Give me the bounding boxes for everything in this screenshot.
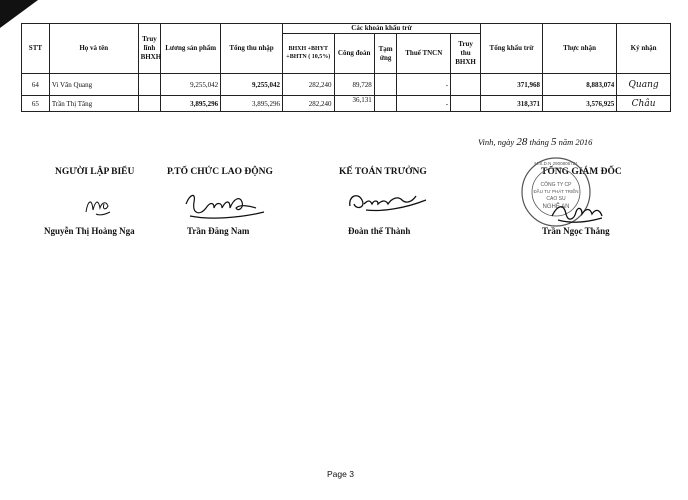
signer-tran-dang-nam: Trần Đăng Nam bbox=[187, 226, 250, 236]
header-name: Họ và tên bbox=[49, 24, 138, 74]
signature-tuan bbox=[180, 188, 270, 224]
role-ke-toan-truong: KẾ TOÁN TRƯỞNG bbox=[339, 167, 427, 177]
svg-text:M.S.D.N 2900806721: M.S.D.N 2900806721 bbox=[534, 161, 578, 166]
cell-ky-nhan: Quang bbox=[617, 74, 671, 96]
cell-stt: 64 bbox=[22, 74, 50, 96]
header-stt: STT bbox=[22, 24, 50, 74]
header-ky-nhan: Ký nhận bbox=[617, 24, 671, 74]
cell-stt: 65 bbox=[22, 96, 50, 112]
payroll-table bbox=[21, 23, 671, 112]
date-year: năm 2016 bbox=[558, 137, 593, 147]
cell-luong-san-pham: 9,255,042 bbox=[161, 74, 221, 96]
date-month-label: tháng bbox=[529, 137, 549, 147]
date-line bbox=[478, 136, 592, 148]
signature-duong bbox=[346, 186, 430, 216]
header-truy-linh: Truy lĩnh BHXH bbox=[138, 24, 161, 74]
cell-bhxh: 282,240 bbox=[282, 74, 334, 96]
cell-cong-doan: 89,728 bbox=[334, 74, 374, 96]
cell-ky-nhan: Châu bbox=[617, 96, 671, 112]
role-tong-giam-doc: TỔNG GIÁM ĐỐC bbox=[541, 167, 622, 177]
header-bhxh: BHXH +BHYT +BHTN ( 10,5%) bbox=[282, 34, 334, 74]
cell-tong-thu-nhap: 3,895,296 bbox=[221, 96, 283, 112]
header-truy-thu: Truy thu BHXH bbox=[451, 34, 481, 74]
page-number: Page 3 bbox=[327, 469, 354, 479]
cell-name: Trần Thị Tăng bbox=[49, 96, 138, 112]
header-thue: Thuế TNCN bbox=[397, 34, 451, 74]
signer-tran-ngoc-thang: Trần Ngọc Thắng bbox=[542, 226, 610, 236]
cell-tam-ung bbox=[374, 96, 397, 112]
signature-thang bbox=[548, 198, 606, 226]
header-deductions-group: Các khoản khấu trừ bbox=[282, 24, 480, 34]
cell-truy-thu bbox=[451, 96, 481, 112]
cell-tong-khau-tru: 371,968 bbox=[481, 74, 543, 96]
date-place: Vinh, ngày bbox=[478, 137, 515, 147]
header-luong-san-pham: Lương sản phẩm bbox=[161, 24, 221, 74]
cell-tong-khau-tru: 318,371 bbox=[481, 96, 543, 112]
table-row bbox=[22, 96, 671, 112]
cell-thue: - bbox=[397, 96, 451, 112]
cell-tong-thu-nhap: 9,255,042 bbox=[221, 74, 283, 96]
svg-text:ĐẦU TƯ PHÁT TRIỂN: ĐẦU TƯ PHÁT TRIỂN bbox=[533, 189, 579, 194]
svg-text:CÔNG TY CP: CÔNG TY CP bbox=[540, 182, 572, 188]
signer-nguyen-thi-hoang-nga: Nguyễn Thị Hoàng Nga bbox=[44, 226, 135, 236]
cell-truy-linh bbox=[138, 74, 161, 96]
svg-text:NGHỆ AN: NGHỆ AN bbox=[542, 204, 570, 210]
cell-cong-doan: 36,131 bbox=[334, 96, 374, 112]
header-tong-khau-tru: Tổng khấu trừ bbox=[481, 24, 543, 74]
cell-truy-thu bbox=[451, 74, 481, 96]
cell-truy-linh bbox=[138, 96, 161, 112]
header-tam-ung: Tạm ứng bbox=[374, 34, 397, 74]
cell-thuc-nhan: 3,576,925 bbox=[542, 96, 616, 112]
cell-thuc-nhan: 8,883,074 bbox=[542, 74, 616, 96]
role-nguoi-lap-bieu: NGƯỜI LẬP BIỂU bbox=[55, 167, 135, 177]
signer-doan-the-thanh: Đoàn thế Thành bbox=[348, 226, 411, 236]
header-tong-thu-nhap: Tổng thu nhập bbox=[221, 24, 283, 74]
role-to-chuc-lao-dong: P.TỔ CHỨC LAO ĐỘNG bbox=[167, 167, 273, 177]
cell-thue: - bbox=[397, 74, 451, 96]
header-thuc-nhan: Thực nhận bbox=[542, 24, 616, 74]
cell-name: Vi Văn Quang bbox=[49, 74, 138, 96]
cell-luong-san-pham: 3,895,296 bbox=[161, 96, 221, 112]
signature-nga bbox=[82, 192, 116, 220]
date-month: 5 bbox=[550, 136, 557, 148]
date-day: 28 bbox=[516, 136, 528, 148]
cell-tam-ung bbox=[374, 74, 397, 96]
header-cong-doan: Công đoàn bbox=[334, 34, 374, 74]
cell-bhxh: 282,240 bbox=[282, 96, 334, 112]
svg-text:CAO SU: CAO SU bbox=[546, 196, 566, 202]
table-row bbox=[22, 74, 671, 96]
